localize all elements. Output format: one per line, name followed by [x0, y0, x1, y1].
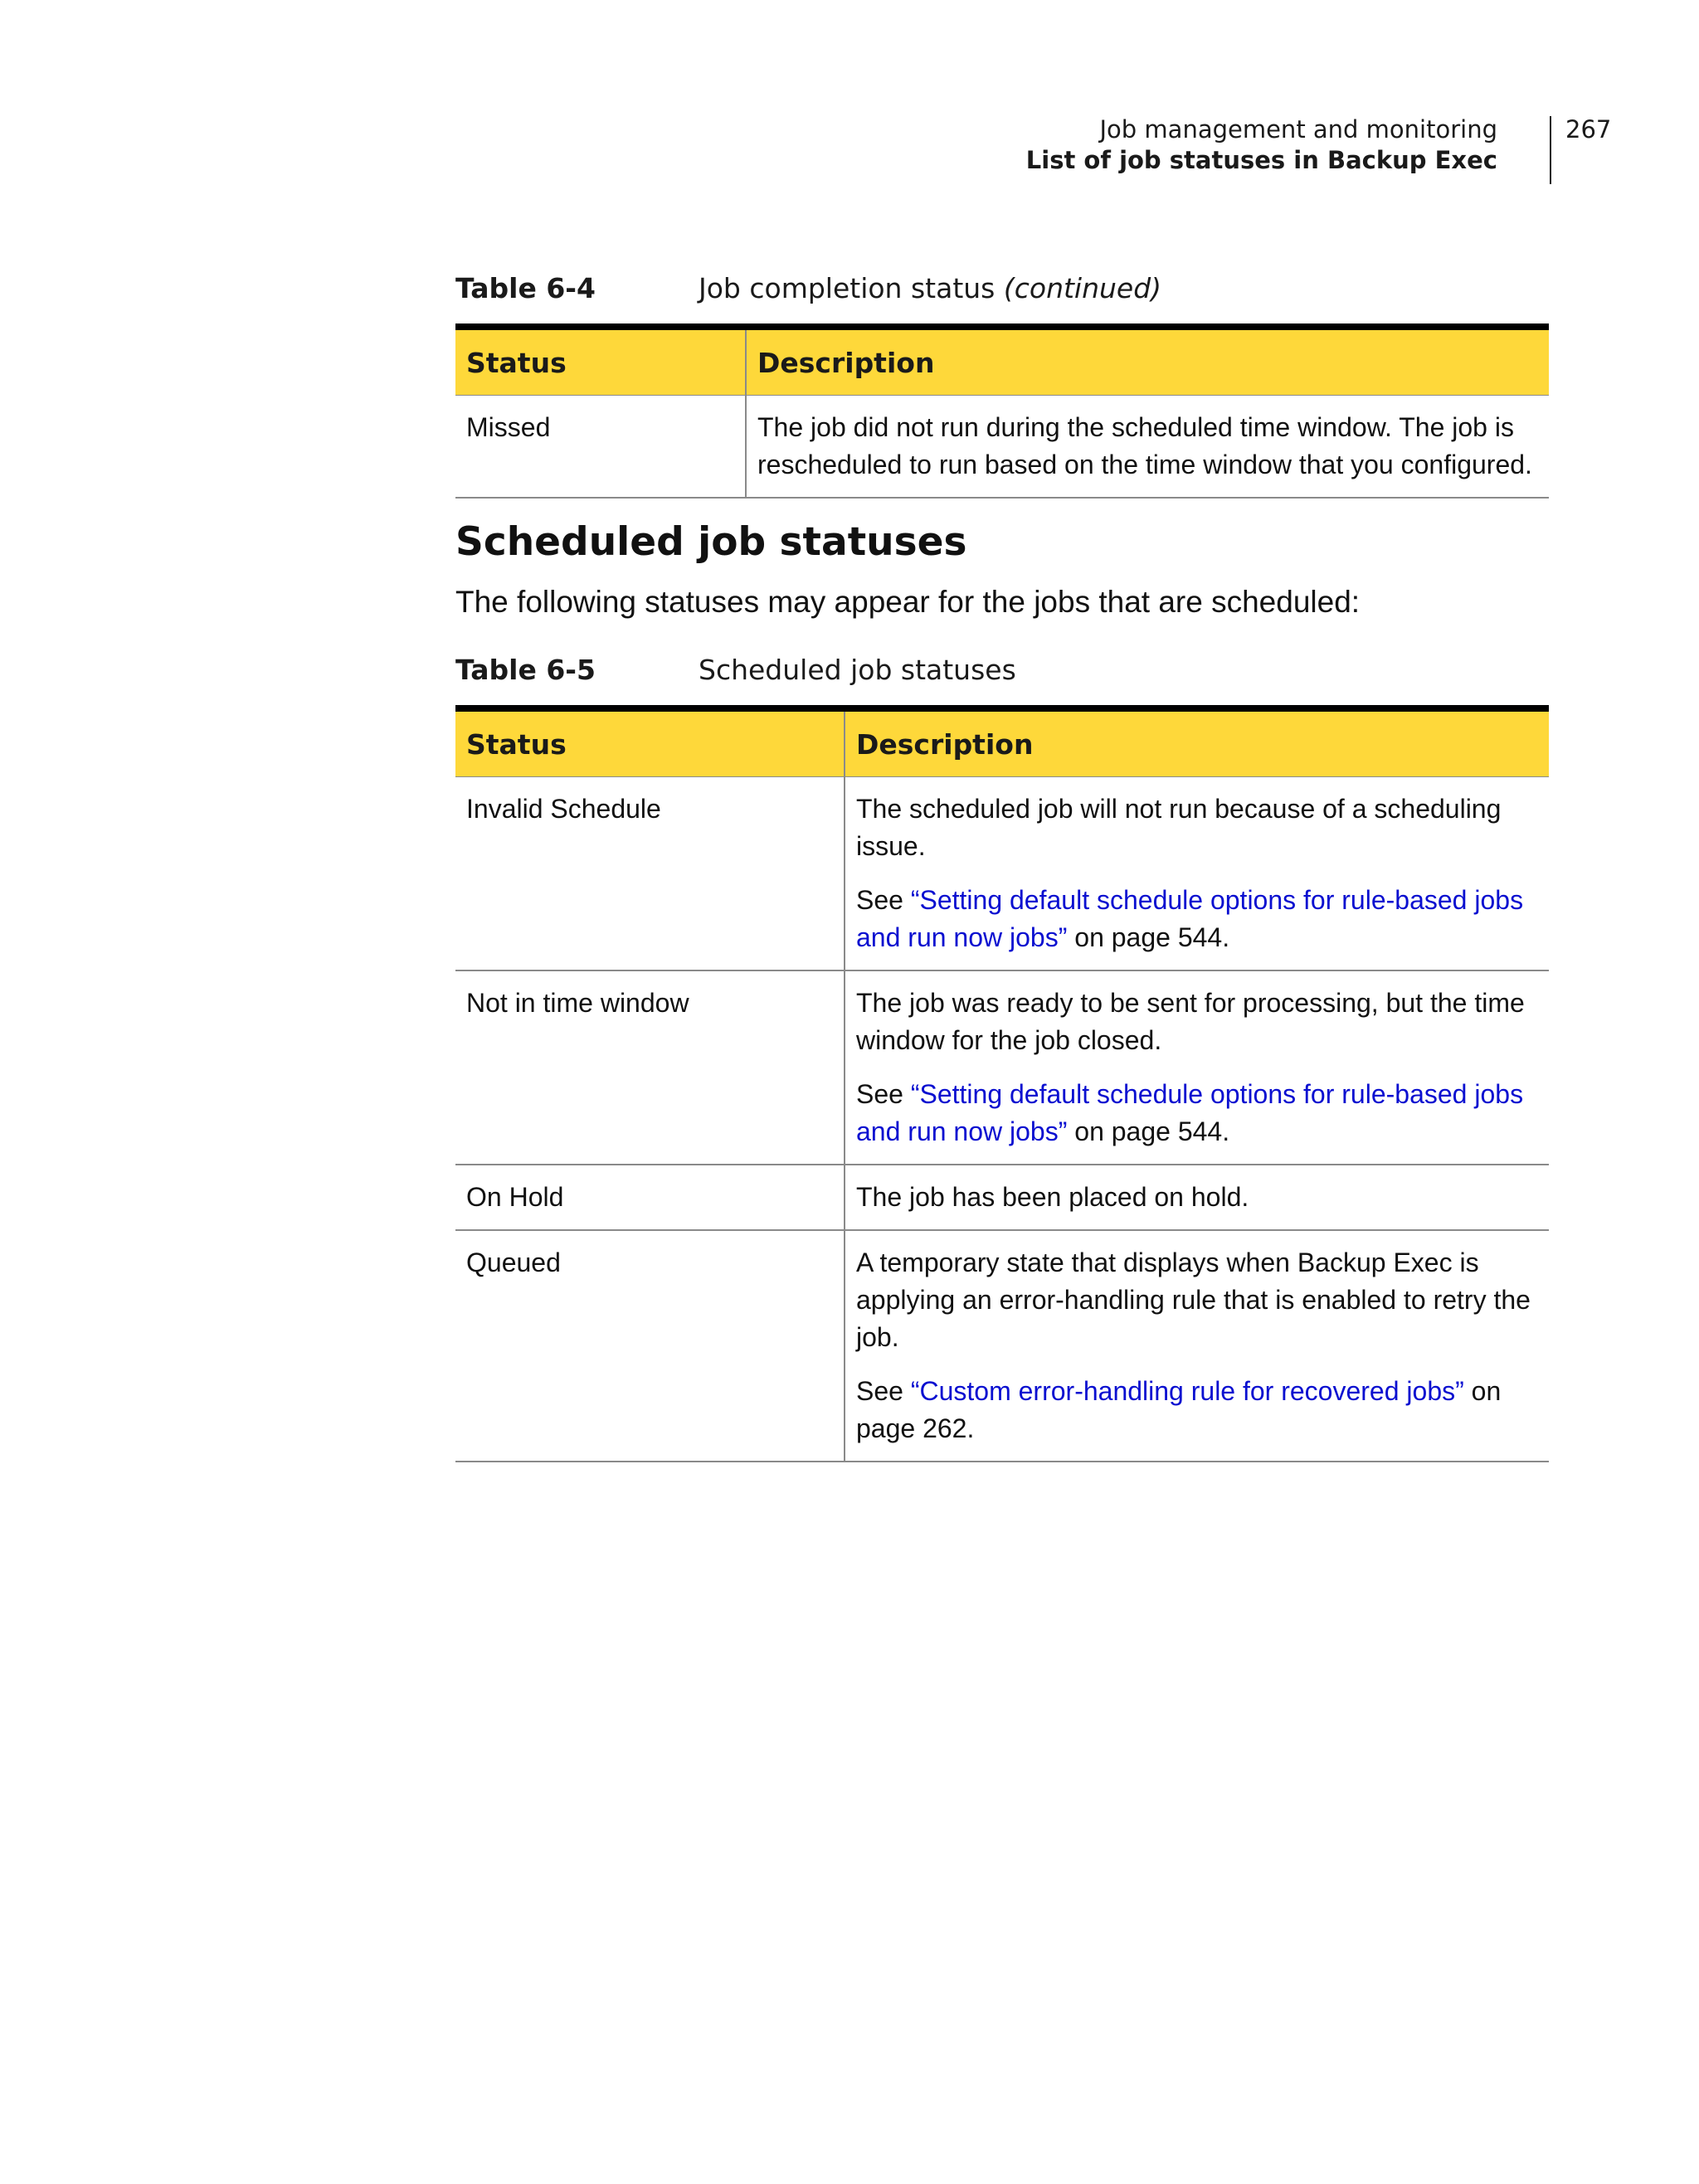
table-6-5-number: Table 6-5 [455, 654, 596, 686]
see-prefix: See [856, 1376, 911, 1406]
status-cell: Not in time window [455, 970, 845, 1165]
cross-reference [856, 1076, 1538, 1150]
header-divider [1550, 116, 1551, 184]
description-text: The scheduled job will not run because of a scheduling issue. [856, 794, 1502, 861]
cross-reference-link[interactable]: “Custom error-handling rule for recovered jobs” [910, 1376, 1464, 1406]
table-6-4-number: Table 6-4 [455, 272, 596, 304]
table-6-4-continued: (continued) [1003, 272, 1162, 304]
cross-reference [856, 1373, 1538, 1447]
table-6-5-title: Scheduled job statuses [699, 654, 1016, 686]
section-intro: The following statuses may appear for the jobs that are scheduled: [455, 585, 1361, 619]
description-text: The job was ready to be sent for processing, but the time window for the job closed. [856, 988, 1525, 1055]
cross-reference-link[interactable]: “Setting default schedule options for rule-based jobs and run now jobs” [856, 1079, 1524, 1146]
see-prefix: See [856, 885, 911, 915]
description-cell [845, 1230, 1549, 1462]
table-row [455, 777, 1549, 971]
table-6-4-title-text: Job completion status [699, 272, 996, 304]
page-number: 267 [1565, 115, 1612, 143]
description-cell [845, 1165, 1549, 1230]
table-row [455, 396, 1549, 499]
description-text: A temporary state that displays when Backup Exec is applying an error-handling rule that is enabled to retry the job. [856, 1248, 1531, 1352]
status-cell: Queued [455, 1230, 845, 1462]
column-header-status: Status [455, 708, 845, 777]
description-cell [845, 777, 1549, 971]
status-cell: Invalid Schedule [455, 777, 845, 971]
see-prefix: See [856, 1079, 911, 1109]
column-header-status: Status [455, 327, 746, 396]
description-cell [845, 970, 1549, 1165]
table-6-4 [455, 323, 1549, 499]
description-cell [746, 396, 1549, 499]
cross-reference [856, 882, 1538, 956]
see-suffix: on page 544. [1067, 922, 1230, 952]
table-row [455, 1165, 1549, 1230]
description-text: The job has been placed on hold. [856, 1182, 1249, 1212]
running-header [1026, 114, 1497, 176]
column-header-description: Description [845, 708, 1549, 777]
table-6-4-title [699, 272, 1161, 305]
cross-reference-link[interactable]: “Setting default schedule options for rule-based jobs and run now jobs” [856, 885, 1524, 952]
header-chapter-title: Job management and monitoring [1099, 115, 1497, 143]
column-header-description: Description [746, 327, 1549, 396]
table-row [455, 1230, 1549, 1462]
table-row [455, 970, 1549, 1165]
status-cell: On Hold [455, 1165, 845, 1230]
header-section-title: List of job statuses in Backup Exec [1025, 146, 1497, 174]
see-suffix: on page 544. [1067, 1116, 1230, 1146]
table-header-row [455, 708, 1549, 777]
table-header-row [455, 327, 1549, 396]
see-suffix: on page 262. [856, 1376, 1502, 1443]
description-text: The job did not run during the scheduled time window. The job is rescheduled to run based on the time window that you configured. [757, 412, 1532, 479]
status-cell: Missed [455, 396, 746, 499]
section-heading: Scheduled job statuses [455, 519, 967, 565]
table-6-5 [455, 705, 1549, 1462]
